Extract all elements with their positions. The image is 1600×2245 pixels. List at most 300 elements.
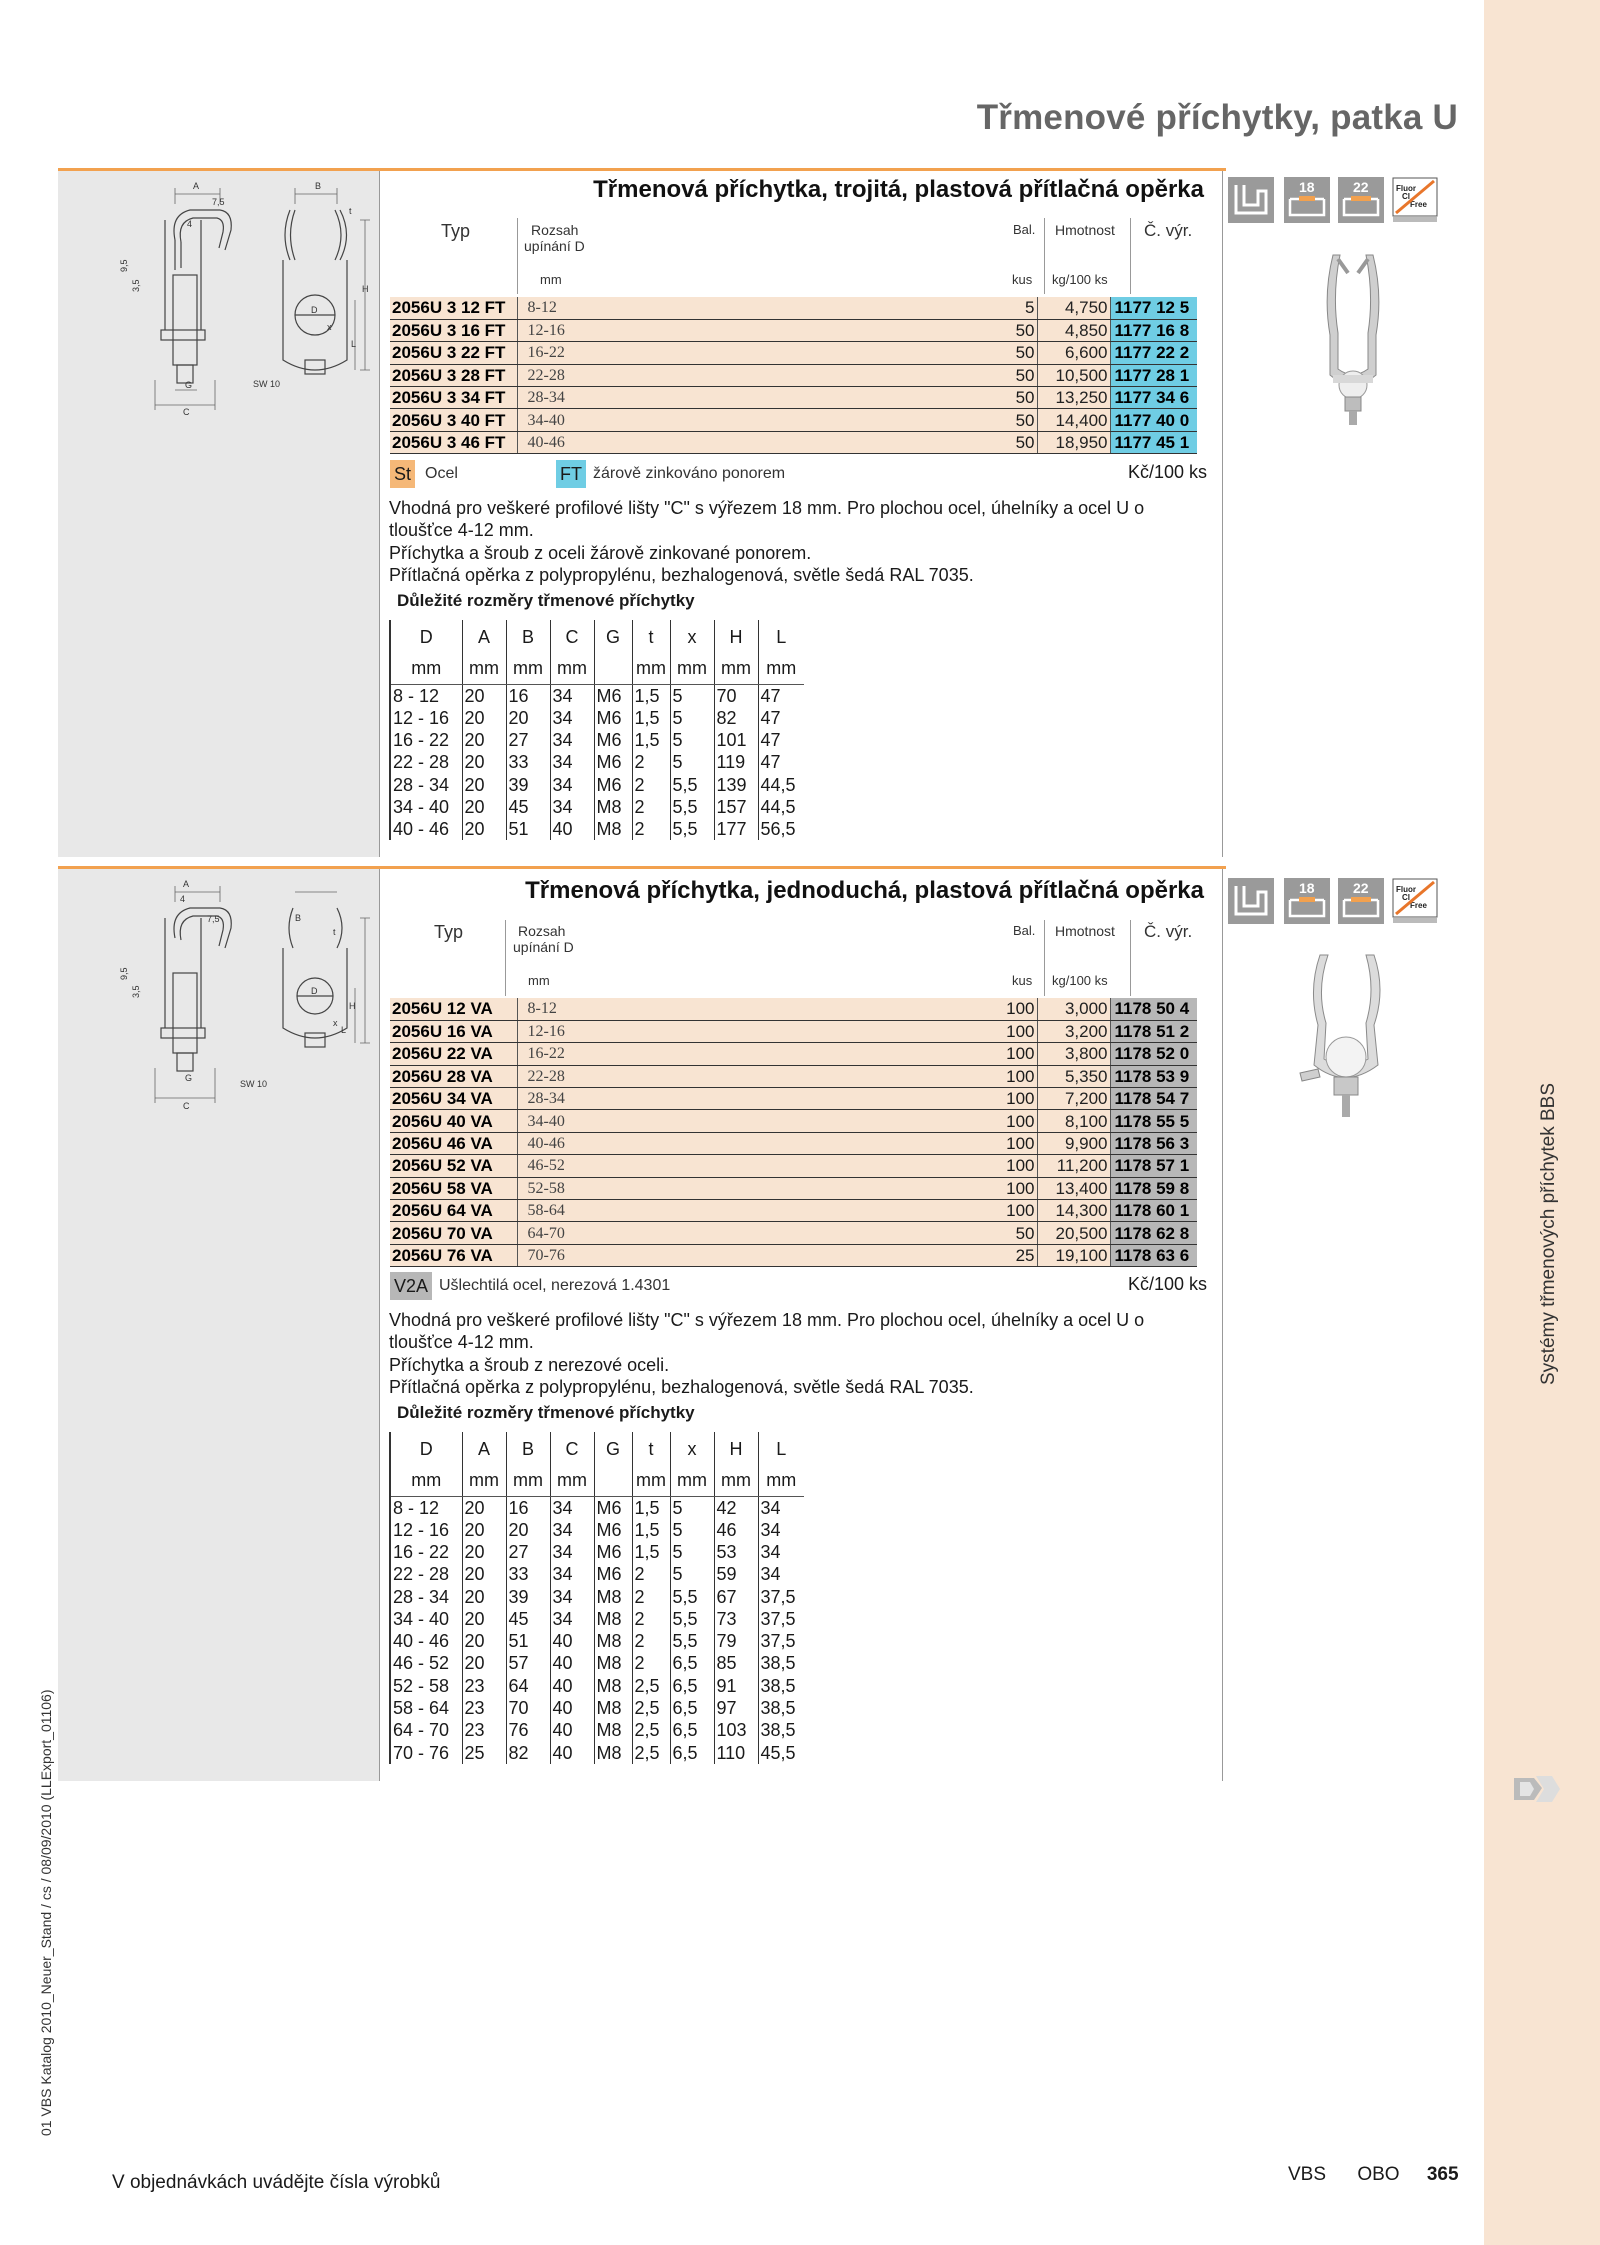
dim-cell: 5,5: [670, 1608, 714, 1630]
dim-col-unit: mm: [462, 1464, 506, 1496]
dim-cell: M8: [594, 1697, 632, 1719]
dim-col-header: L: [758, 1432, 804, 1464]
dim-col-unit: mm: [632, 1464, 670, 1496]
col-range-unit: mm: [540, 272, 562, 287]
dim-cell: 34: [550, 1541, 594, 1563]
dim-cell: 45,5: [758, 1741, 804, 1763]
product-type: 2056U 3 22 FT: [390, 342, 517, 364]
product-type: 2056U 16 VA: [390, 1020, 517, 1042]
product-type: 2056U 52 VA: [390, 1155, 517, 1177]
col-weight-header: Hmotnost: [1055, 222, 1115, 238]
dim-row: [390, 1519, 804, 1541]
dim-cell: 1,5: [632, 684, 670, 707]
weight: 5,350: [1037, 1065, 1110, 1087]
col-weight-unit: kg/100 ks: [1052, 973, 1108, 988]
dim-cell: 5: [670, 684, 714, 707]
svg-text:G: G: [185, 1073, 193, 1083]
rail-22-badge-icon: [1338, 878, 1384, 924]
dim-cell: 2: [632, 1652, 670, 1674]
dim-cell: 34: [758, 1496, 804, 1519]
dim-row: [390, 1741, 804, 1763]
clamp-range: 28-34: [517, 387, 999, 409]
dim-cell: 59: [714, 1563, 758, 1585]
col-typ-header: Typ: [441, 221, 471, 241]
dim-col-unit: mm: [462, 652, 506, 684]
svg-text:Free: Free: [1410, 901, 1427, 910]
col-article-header: Č. výr.: [1144, 221, 1193, 240]
dim-cell: M8: [594, 1630, 632, 1652]
pack-qty: 100: [999, 1043, 1037, 1065]
dim-cell: 34: [550, 1496, 594, 1519]
dim-cell: 58 - 64: [390, 1697, 462, 1719]
dim-col-header: G: [594, 620, 632, 652]
dim-cell: 79: [714, 1630, 758, 1652]
channel-mount-icon: [1228, 878, 1274, 924]
dim-cell: 40: [550, 1697, 594, 1719]
dim-cell: 2: [632, 1608, 670, 1630]
dim-row: [390, 818, 804, 840]
svg-text:C: C: [183, 1101, 190, 1111]
svg-text:4: 4: [187, 219, 193, 229]
dim-col-header: t: [632, 1432, 670, 1464]
dim-cell: 40 - 46: [390, 1630, 462, 1652]
dim-cell: 119: [714, 751, 758, 773]
dim-cell: 34: [550, 751, 594, 773]
dim-cell: 57: [506, 1652, 550, 1674]
product-row: [390, 1043, 1197, 1065]
svg-text:t: t: [333, 927, 336, 937]
dim-col-header: H: [714, 1432, 758, 1464]
dim-cell: 2: [632, 1585, 670, 1607]
dim-row: [390, 684, 804, 707]
article-number: 1177 22 2: [1110, 342, 1197, 364]
dim-cell: 5: [670, 1496, 714, 1519]
dim-col-unit: mm: [670, 1464, 714, 1496]
dimensions-table-1: [389, 620, 804, 840]
brand-obo: OBO: [1357, 2164, 1400, 2185]
technical-drawing-2: [115, 878, 370, 1123]
dim-cell: 12 - 16: [390, 1519, 462, 1541]
dim-cell: 25: [462, 1741, 506, 1763]
svg-text:H: H: [349, 1001, 356, 1011]
product-row: [390, 319, 1197, 341]
dim-cell: 1,5: [632, 1496, 670, 1519]
dim-cell: 70 - 76: [390, 1741, 462, 1763]
article-number: 1178 56 3: [1110, 1132, 1197, 1154]
dim-row: [390, 796, 804, 818]
dim-cell: 20: [462, 1608, 506, 1630]
dim-row: [390, 1496, 804, 1519]
dim-cell: 16 - 22: [390, 729, 462, 751]
section-title: Třmenová příchytka, jednoduchá, plastová přítlačná opěrka: [525, 877, 1204, 904]
dim-cell: 8 - 12: [390, 684, 462, 707]
dim-cell: 40: [550, 1741, 594, 1763]
halogen-free-badge-icon: [1392, 878, 1438, 924]
pack-qty: 100: [999, 1177, 1037, 1199]
product-type: 2056U 3 46 FT: [390, 431, 517, 453]
dim-cell: 34 - 40: [390, 796, 462, 818]
dim-row: [390, 1697, 804, 1719]
dim-cell: 2: [632, 796, 670, 818]
svg-text:Cl: Cl: [1402, 893, 1410, 902]
section-title: Třmenová příchytka, trojitá, plastová přítlačná opěrka: [593, 176, 1204, 203]
dim-cell: 47: [758, 684, 804, 707]
dim-cell: M6: [594, 1563, 632, 1585]
article-number: 1177 40 0: [1110, 409, 1197, 431]
dim-cell: 51: [506, 1630, 550, 1652]
dim-cell: 23: [462, 1697, 506, 1719]
dim-col-unit: mm: [506, 652, 550, 684]
dim-cell: 34: [550, 684, 594, 707]
dim-row: [390, 1608, 804, 1630]
material-ft-badge: FT: [556, 460, 586, 488]
dim-cell: 34: [550, 1585, 594, 1607]
svg-text:A: A: [183, 879, 190, 889]
dim-cell: M8: [594, 1608, 632, 1630]
svg-text:4: 4: [180, 894, 186, 904]
col-weight-unit: kg/100 ks: [1052, 272, 1108, 287]
svg-text:22: 22: [1353, 179, 1369, 195]
dim-cell: M8: [594, 1652, 632, 1674]
clamp-range: 58-64: [517, 1200, 999, 1222]
dim-cell: 40: [550, 1719, 594, 1741]
column-divider: [1222, 869, 1223, 1781]
svg-text:3,5: 3,5: [131, 985, 141, 998]
svg-text:7,5: 7,5: [212, 197, 225, 207]
brand-vbs: VBS: [1288, 2164, 1327, 2185]
col-range-header: Rozsah: [531, 222, 579, 238]
svg-text:H: H: [362, 284, 369, 294]
product-row: [390, 431, 1197, 453]
dim-col-unit: [594, 652, 632, 684]
dim-col-header: A: [462, 1432, 506, 1464]
weight: 6,600: [1037, 342, 1110, 364]
weight: 14,300: [1037, 1200, 1110, 1222]
dim-cell: 34: [550, 773, 594, 795]
dim-cell: 51: [506, 818, 550, 840]
col-range-header: Rozsah: [518, 923, 566, 939]
dim-cell: 16: [506, 1496, 550, 1519]
price-unit: Kč/100 ks: [1127, 462, 1207, 482]
dim-cell: 42: [714, 1496, 758, 1519]
svg-text:t: t: [349, 206, 352, 216]
clamp-range: 8-12: [517, 297, 999, 319]
dim-cell: 5,5: [670, 818, 714, 840]
dim-cell: 67: [714, 1585, 758, 1607]
weight: 18,950: [1037, 431, 1110, 453]
svg-text:9,5: 9,5: [119, 967, 129, 980]
col-range-unit: mm: [528, 973, 550, 988]
dim-cell: 34: [550, 729, 594, 751]
col-weight-header: Hmotnost: [1055, 923, 1115, 939]
dim-cell: M8: [594, 818, 632, 840]
dim-cell: 5,5: [670, 796, 714, 818]
article-number: 1178 54 7: [1110, 1088, 1197, 1110]
dim-cell: 20: [462, 751, 506, 773]
dim-cell: 73: [714, 1608, 758, 1630]
dim-cell: 37,5: [758, 1630, 804, 1652]
column-divider: [379, 171, 380, 857]
dim-cell: 39: [506, 1585, 550, 1607]
weight: 7,200: [1037, 1088, 1110, 1110]
dim-col-header: G: [594, 1432, 632, 1464]
dim-cell: 40: [550, 1675, 594, 1697]
weight: 3,200: [1037, 1020, 1110, 1042]
dim-cell: 70: [506, 1697, 550, 1719]
dim-cell: M6: [594, 729, 632, 751]
dim-cell: 20: [462, 818, 506, 840]
dim-cell: 20: [462, 1496, 506, 1519]
dim-cell: 82: [714, 707, 758, 729]
weight: 8,100: [1037, 1110, 1110, 1132]
weight: 10,500: [1037, 364, 1110, 386]
dim-cell: 76: [506, 1719, 550, 1741]
dim-col-unit: mm: [390, 652, 462, 684]
product-type: 2056U 46 VA: [390, 1132, 517, 1154]
product-row: [390, 1222, 1197, 1244]
dim-cell: 40: [550, 1652, 594, 1674]
clamp-range: 40-46: [517, 1132, 999, 1154]
dim-cell: 2,5: [632, 1697, 670, 1719]
footer-brand: [1288, 2164, 1459, 2186]
article-number: 1177 28 1: [1110, 364, 1197, 386]
product-type: 2056U 22 VA: [390, 1043, 517, 1065]
weight: 13,400: [1037, 1177, 1110, 1199]
product-row: [390, 1244, 1197, 1266]
col-range-header: upínání D: [513, 939, 574, 955]
dim-cell: 110: [714, 1741, 758, 1763]
pack-qty: 100: [999, 1110, 1037, 1132]
clamp-range: 70-76: [517, 1244, 999, 1266]
col-typ-header: Typ: [434, 922, 464, 942]
clamp-range: 34-40: [517, 1110, 999, 1132]
clamp-range: 52-58: [517, 1177, 999, 1199]
dim-col-header: B: [506, 1432, 550, 1464]
dim-cell: 33: [506, 1563, 550, 1585]
dim-cell: 20: [506, 707, 550, 729]
col-bal-unit: kus: [1012, 973, 1033, 988]
product-type: 2056U 64 VA: [390, 1200, 517, 1222]
dim-col-header: x: [670, 620, 714, 652]
dim-cell: M6: [594, 1496, 632, 1519]
dim-cell: 33: [506, 751, 550, 773]
product-table-2: [390, 998, 1197, 1267]
article-number: 1177 16 8: [1110, 319, 1197, 341]
description-2: Vhodná pro veškeré profilové lišty "C" s výřezem 18 mm. Pro plochou ocel, úhelníky a ocel U o tloušťce 4-12 mm. Příchytka a šroub z nerezové oceli. Přítlačná opěrka z polypropylénu, bezhalogenová, světle šedá RAL 7035.: [389, 1310, 1145, 1398]
svg-text:18: 18: [1299, 880, 1315, 896]
dim-col-header: t: [632, 620, 670, 652]
clamp-range: 34-40: [517, 409, 999, 431]
dim-cell: 91: [714, 1675, 758, 1697]
col-bal-header: Bal.: [1013, 923, 1036, 938]
product-type: 2056U 58 VA: [390, 1177, 517, 1199]
article-number: 1178 63 6: [1110, 1244, 1197, 1266]
dim-cell: 5: [670, 707, 714, 729]
header-divider: [505, 920, 506, 996]
dim-col-unit: mm: [758, 1464, 804, 1496]
pack-qty: 25: [999, 1244, 1037, 1266]
dim-cell: 103: [714, 1719, 758, 1741]
dim-cell: 22 - 28: [390, 751, 462, 773]
clamp-range: 16-22: [517, 342, 999, 364]
pack-qty: 50: [999, 319, 1037, 341]
dim-col-unit: mm: [632, 652, 670, 684]
clamp-range: 64-70: [517, 1222, 999, 1244]
dim-cell: 40 - 46: [390, 818, 462, 840]
product-type: 2056U 12 VA: [390, 998, 517, 1020]
dim-cell: 20: [462, 684, 506, 707]
svg-text:L: L: [351, 339, 357, 349]
dim-cell: 85: [714, 1652, 758, 1674]
dim-cell: 2: [632, 773, 670, 795]
dim-cell: 5,5: [670, 1630, 714, 1652]
dim-cell: 34: [758, 1519, 804, 1541]
pack-qty: 100: [999, 1200, 1037, 1222]
svg-text:9,5: 9,5: [119, 259, 129, 272]
dim-cell: 5,5: [670, 1585, 714, 1607]
halogen-free-badge-icon: [1392, 177, 1438, 223]
dim-cell: 20: [462, 729, 506, 751]
dim-cell: M6: [594, 773, 632, 795]
dim-cell: 20: [462, 1519, 506, 1541]
dim-cell: 5: [670, 729, 714, 751]
dim-cell: 20: [506, 1519, 550, 1541]
product-row: [390, 1132, 1197, 1154]
dim-cell: 20: [462, 1541, 506, 1563]
clamp-range: 28-34: [517, 1088, 999, 1110]
product-type: 2056U 3 28 FT: [390, 364, 517, 386]
dim-cell: 20: [462, 1652, 506, 1674]
weight: 9,900: [1037, 1132, 1110, 1154]
svg-text:7,5: 7,5: [207, 914, 220, 924]
product-row: [390, 342, 1197, 364]
clamp-range: 46-52: [517, 1155, 999, 1177]
footer-note: V objednávkách uvádějte čísla výrobků: [112, 2172, 441, 2193]
dim-col-header: A: [462, 620, 506, 652]
dim-cell: 34: [550, 1608, 594, 1630]
dim-cell: 40: [550, 818, 594, 840]
article-number: 1178 51 2: [1110, 1020, 1197, 1042]
weight: 3,000: [1037, 998, 1110, 1020]
article-number: 1178 59 8: [1110, 1177, 1197, 1199]
product-row: [390, 364, 1197, 386]
pack-qty: 50: [999, 1222, 1037, 1244]
svg-text:A: A: [193, 181, 200, 191]
weight: 4,750: [1037, 297, 1110, 319]
dim-cell: 97: [714, 1697, 758, 1719]
dim-col-unit: mm: [714, 1464, 758, 1496]
page-title: Třmenové příchytky, patka U: [976, 98, 1458, 137]
svg-text:B: B: [315, 181, 322, 191]
product-type: 2056U 34 VA: [390, 1088, 517, 1110]
dim-cell: 34: [550, 707, 594, 729]
clamp-range: 8-12: [517, 998, 999, 1020]
col-range-header: upínání D: [524, 238, 585, 254]
product-type: 2056U 76 VA: [390, 1244, 517, 1266]
svg-text:D: D: [311, 305, 318, 315]
dim-cell: 2,5: [632, 1741, 670, 1763]
svg-text:SW 10: SW 10: [240, 1079, 268, 1089]
dim-col-unit: [594, 1464, 632, 1496]
weight: 19,100: [1037, 1244, 1110, 1266]
weight: 4,850: [1037, 319, 1110, 341]
product-row: [390, 1020, 1197, 1042]
dim-cell: 23: [462, 1675, 506, 1697]
channel-mount-icon: [1228, 177, 1274, 223]
product-type: 2056U 70 VA: [390, 1222, 517, 1244]
dim-cell: M8: [594, 1675, 632, 1697]
dim-cell: 38,5: [758, 1719, 804, 1741]
pack-qty: 50: [999, 431, 1037, 453]
svg-text:G: G: [185, 380, 193, 390]
dim-cell: 5: [670, 751, 714, 773]
dim-cell: 23: [462, 1719, 506, 1741]
dim-cell: 12 - 16: [390, 707, 462, 729]
dim-row: [390, 1630, 804, 1652]
dim-cell: 101: [714, 729, 758, 751]
dimensions-table-2: [389, 1432, 804, 1764]
weight: 11,200: [1037, 1155, 1110, 1177]
rail-18-badge-icon: [1284, 878, 1330, 924]
dim-row: [390, 1541, 804, 1563]
dim-col-header: H: [714, 620, 758, 652]
dim-col-unit: mm: [758, 652, 804, 684]
dim-cell: 53: [714, 1541, 758, 1563]
dim-row: [390, 729, 804, 751]
article-number: 1178 53 9: [1110, 1065, 1197, 1087]
pack-qty: 50: [999, 342, 1037, 364]
dim-cell: 34: [550, 796, 594, 818]
svg-text:3,5: 3,5: [131, 279, 141, 292]
product-row: [390, 1200, 1197, 1222]
dim-col-unit: mm: [714, 652, 758, 684]
material-st-badge: St: [390, 460, 415, 488]
clamp-range: 12-16: [517, 319, 999, 341]
dim-cell: 28 - 34: [390, 1585, 462, 1607]
material-v2a-label: Ušlechtilá ocel, nerezová 1.4301: [439, 1277, 671, 1294]
svg-text:B: B: [295, 913, 302, 923]
header-divider: [1044, 920, 1045, 996]
header-divider: [1044, 218, 1045, 294]
dim-cell: 5: [670, 1541, 714, 1563]
dim-col-unit: mm: [550, 652, 594, 684]
dim-cell: 5: [670, 1563, 714, 1585]
article-number: 1177 34 6: [1110, 387, 1197, 409]
dim-cell: 8 - 12: [390, 1496, 462, 1519]
dim-cell: 6,5: [670, 1675, 714, 1697]
dim-cell: 47: [758, 707, 804, 729]
dim-cell: 40: [550, 1630, 594, 1652]
product-type: 2056U 3 16 FT: [390, 319, 517, 341]
dim-col-header: C: [550, 620, 594, 652]
product-row: [390, 297, 1197, 319]
dim-cell: M8: [594, 1719, 632, 1741]
dim-cell: 139: [714, 773, 758, 795]
rail-22-badge-icon: [1338, 177, 1384, 223]
dim-cell: 16 - 22: [390, 1541, 462, 1563]
product-row: [390, 1155, 1197, 1177]
dim-cell: 1,5: [632, 1519, 670, 1541]
dim-cell: 39: [506, 773, 550, 795]
dim-cell: 16: [506, 684, 550, 707]
dim-cell: 38,5: [758, 1652, 804, 1674]
dim-row: [390, 1563, 804, 1585]
dim-cell: 20: [462, 1585, 506, 1607]
dim-cell: 28 - 34: [390, 773, 462, 795]
dim-cell: 37,5: [758, 1585, 804, 1607]
product-row: [390, 387, 1197, 409]
dim-cell: 27: [506, 729, 550, 751]
